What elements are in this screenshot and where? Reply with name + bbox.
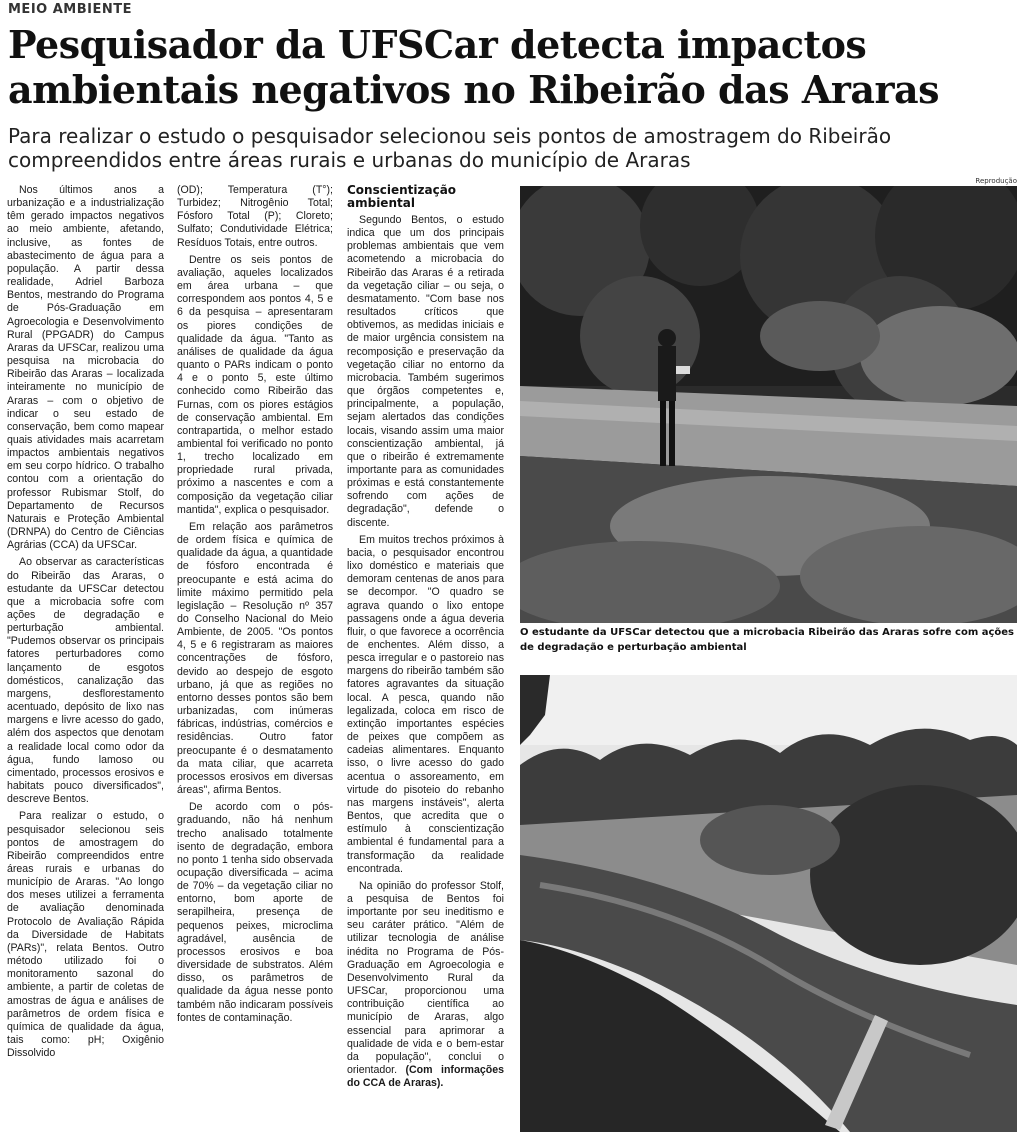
photo-caption bbox=[520, 625, 1020, 655]
article-column-3 bbox=[347, 184, 504, 1094]
paragraph: De acordo com o pós-graduando, não há nenhum trecho analisado totalmente isento de degradação, embora no ponto 1 tenha sido observada ocupação diversificada – acima de 70% – da vegetação ciliar no entorno, bom aporte de serapilheira, presença de pequenos peixes, microclima agradável, ausência de processos erosivos e boa diversidade de substratos. Além disso, os parâmetros de qualidade da água nesse ponto também não indicaram possíveis fontes de contaminação. bbox=[177, 801, 333, 1024]
paragraph: Para realizar o estudo, o pesquisador selecionou seis pontos de amostragem do Ribeirão compreendidos entre áreas rurais e urbanas do município de Araras. "Ao longo dos meses utilizei a ferramenta de avaliação denominada Protocolo de Avaliação Rápida da Diversidade de Habitats (PARs)", relata Bentos. Outro método utilizado foi o monitoramento sazonal do ambiente, a partir de coletas de amostras de água e análises de parâmetros de ordem física e química de qualidade da água, tais como: pH; Oxigênio Dissolvido bbox=[7, 810, 164, 1060]
paragraph bbox=[347, 880, 504, 1091]
deck-line-1: Para realizar o estudo o pesquisador selecionou seis pontos de amostragem do Ribeirão bbox=[8, 124, 892, 148]
headline-line-1: Pesquisador da UFSCar detecta impactos bbox=[8, 22, 867, 67]
article-column-2 bbox=[177, 184, 333, 1029]
paragraph: (OD); Temperatura (T°); Turbidez; Nitrogênio Total; Fósforo Total (P); Cloreto; Sulfato; Condutividade Elétrica; Resíduos Totais, entre outros. bbox=[177, 184, 333, 249]
caption-line-1: O estudante da UFSCar detectou que a microbacia Ribeirão das Araras sofre com ações bbox=[520, 627, 1014, 638]
paragraph: Em muitos trechos próximos à bacia, o pesquisador encontrou lixo doméstico e materiais que demoram centenas de anos para se decompor. "O quadro se agrava quando o lixo entope passagens onde a água deveria fluir, o que favorece a ocorrência de enchentes. Além disso, a pesca irregular e o pastoreio nas margens do ribeirão também são fatores agravantes da situação local. A pesca, quando não legalizada, coloca em risco de extinção importantes espécies de peixes que compõem as cadeias alimentares. Enquanto isso, o livre acesso do gado acentua o assoreamento, em virtude do pisoteio do rebanho nas margens instáveis", alerta Bentos, que acredita que o estímulo à conscientização ambiental é fundamental para a transformação da realidade encontrada. bbox=[347, 533, 504, 875]
deck-line-2: compreendidos entre áreas rurais e urbanas do município de Araras bbox=[8, 148, 691, 172]
paragraph: Segundo Bentos, o estudo indica que um dos principais problemas ambientais que vem acometendo a microbacia do Ribeirão das Araras é a retirada da vegetação ciliar – ou seja, o desmatamento. "Com base nos resultados críticos que obtivemos, as medidas iniciais e de maior urgência consistem na recomposição e preservação da vegetação ciliar no entorno da microbacia. Também sugerimos que órgãos competentes e, principalmente, a população, sejam alertados das condições locais, visando assim uma maior conscientização ambiental, já que o ribeirão é extremamente importante para as comunidades próximas e está constantemente sofrendo com ações de degradação", defende o discente. bbox=[347, 214, 504, 529]
section-tag: MEIO AMBIENTE bbox=[8, 2, 132, 17]
photo-river-stream bbox=[520, 675, 1017, 1132]
paragraph-text: Na opinião do professor Stolf, a pesquisa de Bentos foi importante por seu ineditismo e seu caráter prático. "Além de utilizar tecnologia de análise inédita no Programa de Pós-Graduação em Agroecologia e Desenvolvimento Rural da UFSCar, proporcionou uma contribuição científica ao município de Araras, algo essencial para aprimorar a qualidade de vida e o bem-estar da população", conclui o orientador. bbox=[347, 879, 504, 1076]
paragraph: Nos últimos anos a urbanização e a industrialização têm gerado impactos negativos ao meio ambiente, afetando, inclusive, as fontes de abastecimento de água para a população. A partir dessa realidade, Adriel Barboza Bentos, mestrando do Programa de Pós-Graduação em Agroecologia e Desenvolvimento Rural (PPGADR) do Campus Araras da UFSCar, realizou uma pesquisa na microbacia do Ribeirão das Araras – localizada inteiramente no município de Araras – com o objetivo de indicar o seu estado de conservação, bem como mapear quais atividades mais acarretam impactos ambientais negativos em seu corpo hídrico. O trabalho contou com a orientação do professor Rubismar Stolf, do Departamento de Recursos Naturais e Proteção Ambiental (DRNPA) do Centro de Ciências Agrárias (CCA) da UFSCar. bbox=[7, 184, 164, 552]
article-deck bbox=[8, 124, 1020, 172]
section-subheading: Conscientização ambiental bbox=[347, 183, 457, 210]
photo-student-at-river bbox=[520, 186, 1017, 623]
caption-line-2: de degradação e perturbação ambiental bbox=[520, 642, 747, 653]
paragraph: Ao observar as características do Ribeirão das Araras, o estudante da UFSCar detectou que a microbacia sofre com ações de degradação e perturbação ambiental. "Pudemos observar os principais fatores perturbadores como lançamento de esgotos domésticos, canalização das margens, desflorestamento acentuado, depósito de lixo nas margens e livre acesso do gado, além dos aspectos que denotam a realidade local como odor da água, fundo lamoso ou cimentado, processos erosivos e habitats pouco diversificados", descreve Bentos. bbox=[7, 556, 164, 806]
article-credit: (Com informações do CCA de Araras). bbox=[347, 1064, 504, 1090]
paragraph: Em relação aos parâmetros de ordem física e química de qualidade da água, a quantidade de fósforo encontrada é preocupante e está acima do limite máximo permitido pela legislação – Resolução nº 357 do Conselho Nacional do Meio Ambiente, de 2005. "Os pontos 4, 5 e 6 registraram as maiores concentrações de fósforo, devido ao despejo de esgoto urbano, já que as regiões no entorno desses pontos são bem urbanizadas, com inúmeras fábricas, indústrias, comércios e residências. Outro fator preocupante é o desmatamento da mata ciliar, que acarreta processos erosivos em diversas áreas", afirma Bentos. bbox=[177, 520, 333, 797]
headline-line-2: ambientais negativos no Ribeirão das Araras bbox=[8, 67, 940, 112]
photo-credit: Reprodução bbox=[975, 177, 1017, 185]
article-column-1 bbox=[7, 184, 164, 1064]
paragraph: Dentre os seis pontos de avaliação, aqueles localizados em área urbana – que correspondem aos pontos 4, 5 e 6 da pesquisa – apresentaram os piores condições de qualidade da água. "Tanto as análises de qualidade da água quanto o PARs indicam o ponto 4 e o ponto 5, este último conhecido como Ribeirão das Furnas, com os piores estágios de conservação ambiental. Em contrapartida, o melhor estado ambiental foi verificado no ponto 1, trecho localizado em propriedade rural privada, próximo a nascentes e com a composição da vegetação ciliar mantida", explica o pesquisador. bbox=[177, 253, 333, 516]
article-headline bbox=[8, 22, 1018, 112]
